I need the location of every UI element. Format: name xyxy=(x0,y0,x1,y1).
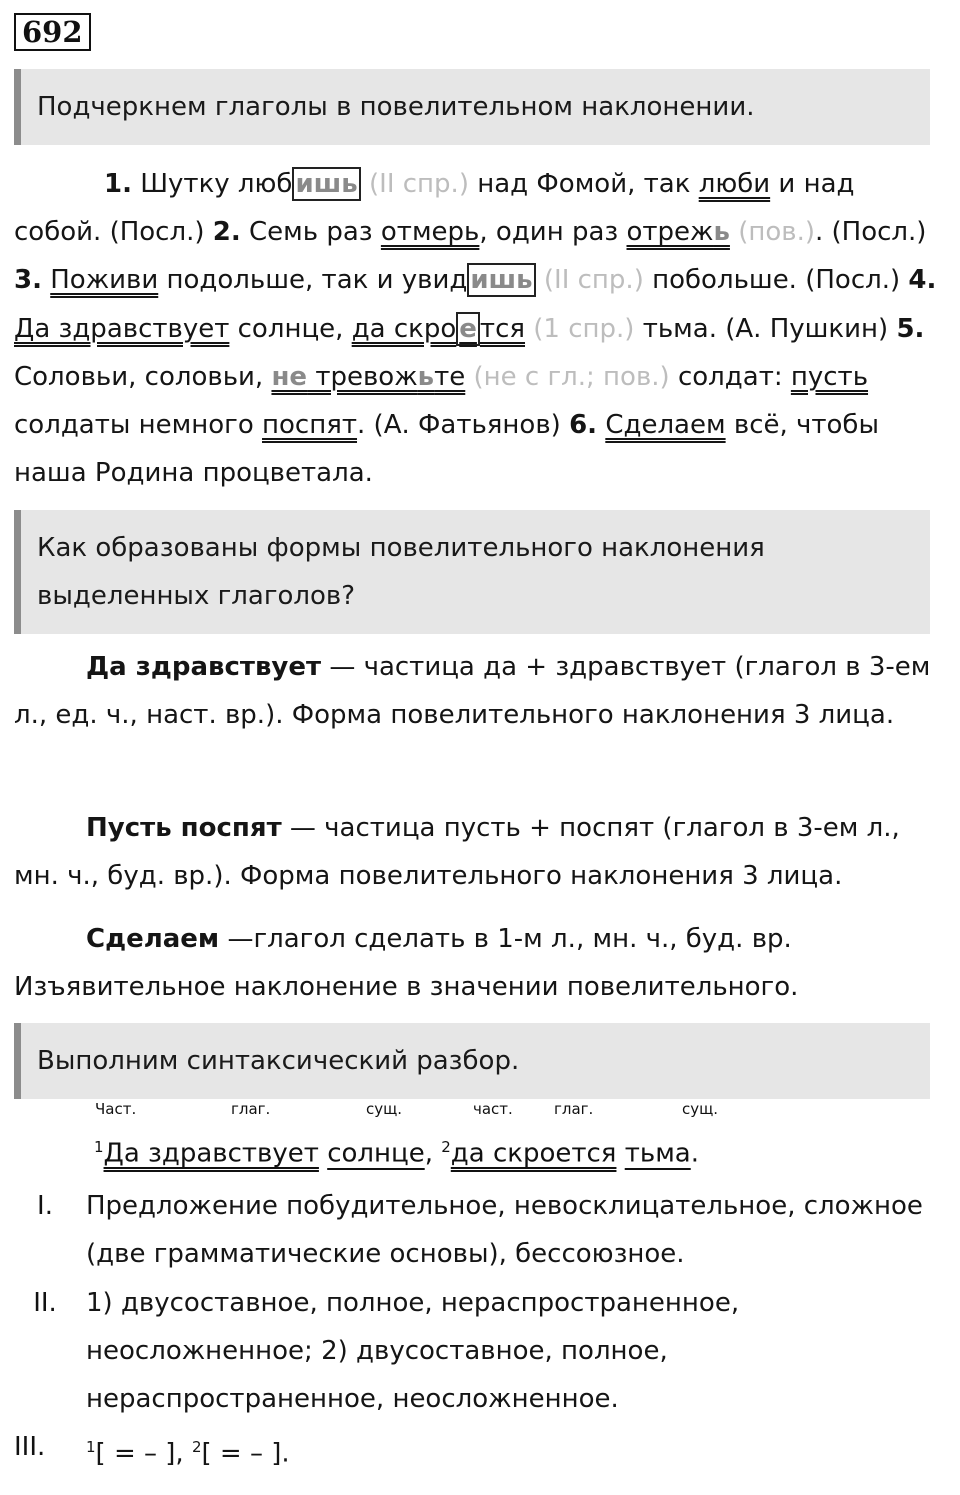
sentence-number: 6. xyxy=(569,410,598,441)
text xyxy=(616,1139,624,1169)
formula: [ = – ]. xyxy=(201,1438,290,1469)
verb-underlined: пусть xyxy=(790,361,869,392)
text: всё, чтобы наша Родина процветала. xyxy=(14,410,879,489)
verb-underlined: поспят xyxy=(262,410,358,441)
task-text: Выполним синтаксический разбор. xyxy=(37,1046,520,1076)
pos-label: глаг. xyxy=(554,1100,594,1118)
text: тся xyxy=(479,313,526,344)
note: (II спр.) xyxy=(369,169,469,199)
note: (пов.) xyxy=(738,217,815,248)
formula: [ = – ], xyxy=(95,1438,192,1469)
text: солдат: xyxy=(669,361,791,392)
ending-box: ишь xyxy=(292,167,360,201)
verb-underlined: отмерь xyxy=(380,217,480,248)
text: . xyxy=(690,1138,699,1169)
ending-box: ишь xyxy=(467,263,535,297)
text xyxy=(319,1139,327,1169)
text: побольше. (Посл.) xyxy=(643,265,909,296)
explanation-term: Пусть поспят xyxy=(86,813,282,843)
text: подольше, так и увид xyxy=(158,265,468,296)
pos-label: сущ. xyxy=(366,1100,403,1118)
analysis-scheme xyxy=(86,1423,290,1478)
text: . (А. Фатьянов) xyxy=(357,410,570,441)
predicate: Да здравствует xyxy=(103,1138,319,1169)
pos-label: сущ. xyxy=(682,1100,719,1118)
text: тьма. (А. Пушкин) xyxy=(634,313,897,344)
verb-underlined xyxy=(627,217,730,247)
text: те xyxy=(434,361,466,392)
explanation-2 xyxy=(14,804,940,900)
clause-index: 1 xyxy=(94,1138,104,1156)
text xyxy=(730,217,738,247)
analysis-item: Предложение побудительное, невосклицательное, сложное (две грамматические основы), бессоюзное. xyxy=(86,1191,923,1270)
sentence-number: 4. xyxy=(908,265,937,296)
text xyxy=(465,362,473,392)
verb-underlined: Сделаем xyxy=(605,410,726,441)
subject: тьма xyxy=(624,1138,691,1169)
note: (II спр.) xyxy=(543,265,644,296)
text: . (Посл.) xyxy=(814,217,927,248)
analysis-number: I. xyxy=(37,1191,53,1221)
exercise-text xyxy=(14,160,940,497)
pos-label: глаг. xyxy=(231,1100,271,1118)
text: тревож xyxy=(307,361,418,392)
verb-underlined xyxy=(352,312,525,346)
explanation-3 xyxy=(14,915,940,1011)
text: солнце, xyxy=(229,313,352,344)
analysis-number: II. xyxy=(33,1288,57,1318)
particle: не xyxy=(271,361,308,392)
text: , один раз xyxy=(479,217,627,248)
text: Шутку люб xyxy=(131,169,293,199)
verb-underlined: люби xyxy=(698,169,771,199)
explanation-1 xyxy=(14,643,940,739)
exercise-number: 692 xyxy=(14,13,91,51)
predicate: да скроется xyxy=(450,1138,617,1169)
task-instruction-2 xyxy=(14,510,930,634)
soft-sign: ь xyxy=(713,217,730,248)
text: Семь раз xyxy=(240,217,381,248)
text: да скро xyxy=(351,313,457,344)
analysis-number: III. xyxy=(14,1432,46,1462)
explanation-text: — частица пусть + поспят (глагол в 3-ем л., мн. ч., буд. вр.). Форма повелительного наклонения 3 лица. xyxy=(14,813,900,892)
clause-index: 1 xyxy=(86,1438,96,1456)
explanation-text: —глагол сделать в 1-м л., мн. ч., буд. вр. Изъявительное наклонение в значении повелительного. xyxy=(14,924,799,1003)
note: (1 спр.) xyxy=(533,313,635,344)
text: и над собой. (Посл.) xyxy=(14,169,855,248)
verb-underlined: Поживи xyxy=(50,265,159,296)
text: Соловьи, соловьи, xyxy=(14,361,272,392)
clause-index: 2 xyxy=(441,1138,451,1156)
sentence-number: 1. xyxy=(104,169,132,199)
soft-sign: ь xyxy=(417,361,435,392)
note: (не с гл.; пов.) xyxy=(473,361,670,392)
task-text: Подчеркнем глаголы в повелительном наклонении. xyxy=(37,92,755,122)
text: солдаты немного xyxy=(14,410,263,441)
text xyxy=(42,265,50,295)
pos-label: Част. xyxy=(95,1100,137,1118)
subject: солнце xyxy=(327,1138,425,1169)
sentence-number: 3. xyxy=(14,265,42,296)
verb-underlined xyxy=(271,362,465,392)
analysis-item: 1) двусоставное, полное, нераспространенное, неосложненное; 2) двусоставное, полное, нераспространенное, неосложненное. xyxy=(86,1288,740,1415)
sentence-number: 2. xyxy=(212,217,241,248)
sentence-number: 5. xyxy=(896,313,925,344)
text: отреж xyxy=(626,217,714,248)
pos-label: част. xyxy=(473,1100,513,1118)
explanation-term: Да здравствует xyxy=(86,652,322,682)
text xyxy=(536,265,544,295)
text xyxy=(361,169,369,199)
task-instruction-1 xyxy=(14,69,930,145)
explanation-term: Сделаем xyxy=(86,924,220,954)
ending-box: е xyxy=(456,312,480,346)
sentence-scheme xyxy=(94,1125,699,1176)
text: над Фомой, так xyxy=(468,169,699,199)
clause-index: 2 xyxy=(191,1438,202,1456)
verb-underlined: Да здравствует xyxy=(14,313,230,344)
explanation-text: — частица да + здравствует (глагол в 3-ем л., ед. ч., наст. вр.). Форма повелительного наклонения 3 лица. xyxy=(14,652,931,731)
task-text: Как образованы формы повелительного наклонения выделенных глаголов? xyxy=(37,533,765,611)
text: , xyxy=(424,1138,442,1169)
task-instruction-3 xyxy=(14,1023,930,1099)
